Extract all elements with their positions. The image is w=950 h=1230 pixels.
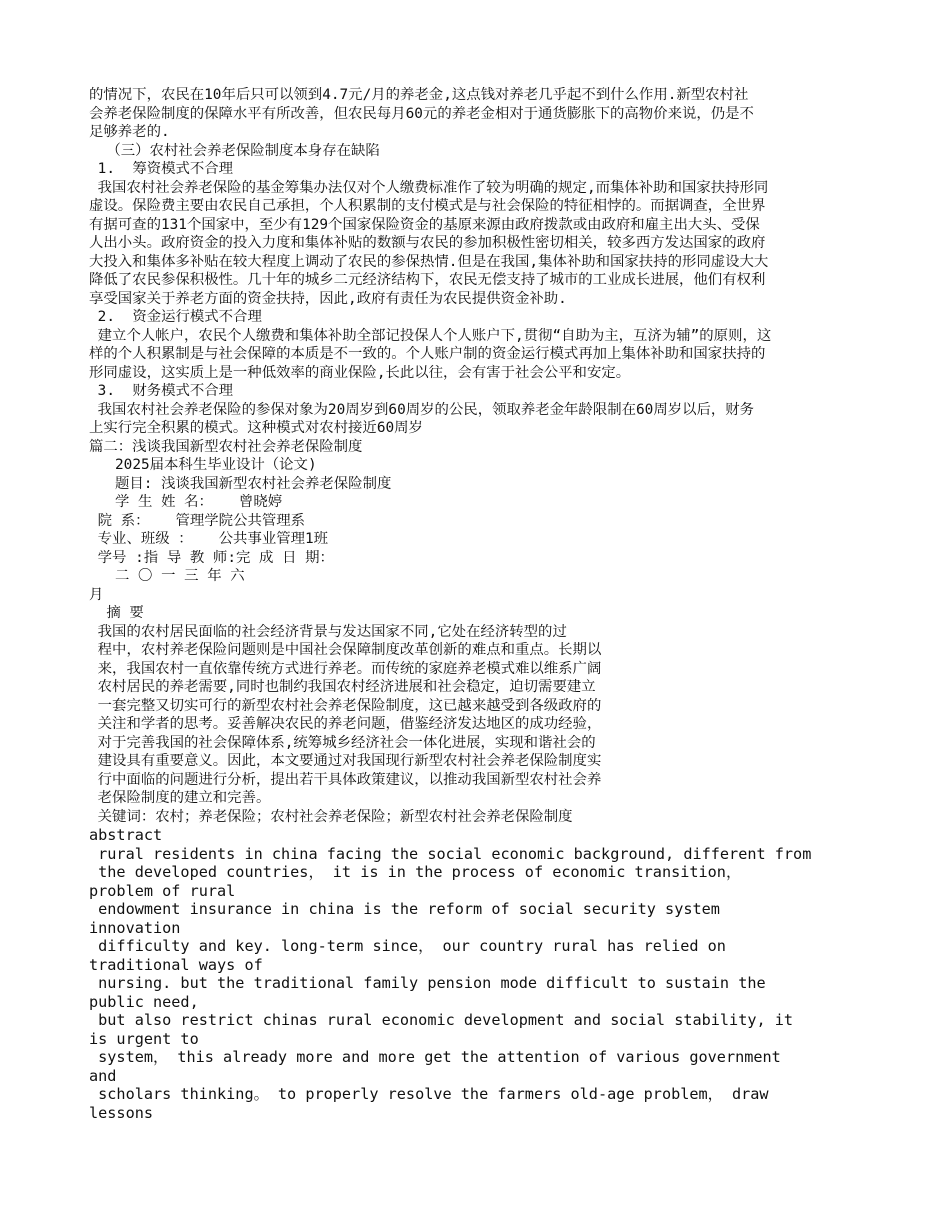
abstract-line: public need, [89,992,199,1011]
text-line: （三）农村社会养老保险制度本身存在缺陷 [89,142,380,159]
text-line: 老保险制度的建立和完善。 [89,790,271,806]
text-line: 行中面临的问题进行分析，提出若干具体政策建议，以推动我国新型农村社会养 [89,771,602,788]
text-line: 1. 筹资模式不合理 [89,161,234,177]
text-line: 的情况下，农民在10年后只可以领到4.7元/月的养老金,这点钱对养老几乎起不到什么作用.新型农村社 [89,87,749,103]
text-line: 大投入和集体多补贴在较大程度上调动了农民的参保热情.但是在我国,集体补助和国家扶持的形同虚设大大 [89,253,769,270]
text-line: 程中，农村养老保险问题则是中国社会保障制度改革创新的难点和重点。长期以 [89,642,602,658]
text-line: 人出小头。政府资金的投入力度和集体补贴的数额与农民的参加积极性密切相关，较多西方发达国家的政府 [89,235,766,251]
text-line: 虚设。保险费主要由农民自己承担，个人积累制的支付模式是与社会保险的特征相悖的。而据调查，全世界 [89,198,766,214]
text-line: 学 生 姓 名： 曾晓婷 [89,494,283,510]
abstract-line: scholars thinking。 to properly resolve the farmers old-age problem， draw [89,1085,769,1103]
text-line: 院 系： 管理学院公共管理系 [89,512,306,529]
text-line: 摘 要 [89,605,144,621]
text-line: 建立个人帐户，农民个人缴费和集体补助全部记投保人个人账户下,贯彻“自助为主，互济为辅”的原则，这 [89,327,772,344]
text-line: 对于完善我国的社会保障体系,统筹城乡经济社会一体化进展，实现和谐社会的 [89,734,596,751]
abstract-line: traditional ways of [89,955,263,974]
text-line: 我国的农村居民面临的社会经济背景与发达国家不同,它处在经济转型的过 [89,623,567,640]
english-abstract-block [89,826,864,1122]
text-line: 月 [89,586,104,603]
abstract-line: but also restrict chinas rural economic development and social stability, it [89,1011,794,1029]
abstract-line: the developed countries， it is in the process of economic transition， [89,863,742,881]
abstract-line: and [89,1066,117,1085]
abstract-line: difficulty and key. long-term since， our country rural has relied on [89,937,726,955]
text-line: 关注和学者的思考。妥善解决农民的养老问题，借鉴经济发达地区的成功经验， [89,716,602,732]
text-line: 形同虚设，这实质上是一种低效率的商业保险,长此以往，会有害于社会公平和安定。 [89,364,631,381]
text-line: 我国农村社会养老保险的基金筹集办法仅对个人缴费标准作了较为明确的规定,而集体补助和国家扶持形同 [89,179,769,196]
text-line: 享受国家关于养老方面的资金扶持，因此,政府有责任为农民提供资金补助. [89,290,567,307]
text-line: 2. 资金运行模式不合理 [89,309,262,325]
abstract-line: nursing. but the traditional family pension mode difficult to sustain the [89,974,766,992]
text-line: 学号 :指 导 教 师:完 成 日 期： [89,549,334,566]
abstract-line: system， this already more and more get the attention of various government [89,1048,781,1066]
text-line: 篇二：浅谈我国新型农村社会养老保险制度 [89,438,363,455]
text-line: 足够养老的. [89,124,170,140]
abstract-line: lessons [89,1103,154,1122]
chinese-text-block [89,86,864,826]
text-line: 3. 财务模式不合理 [89,383,234,399]
abstract-line: problem of rural [89,881,236,900]
document-page [89,86,864,1122]
text-line: 我国农村社会养老保险的参保对象为20周岁到60周岁的公民，领取养老金年龄限制在60周岁以后，财务 [89,401,755,418]
text-line: 一套完整又切实可行的新型农村社会养老保险制度，这已越来越受到各级政府的 [89,697,602,714]
text-line: 题目: 浅谈我国新型农村社会养老保险制度 [89,475,392,492]
abstract-line: rural residents in china facing the social economic background, different from [89,844,812,863]
abstract-line: is urgent to [89,1029,199,1048]
text-line: 降低了农民参保积极性。几十年的城乡二元经济结构下，农民无偿支持了城市的工业成长进展，他们有权利 [89,272,766,288]
text-line: 建设具有重要意义。因此，本文要通过对我国现行新型农村社会养老保险制度实 [89,753,602,769]
text-line: 会养老保险制度的保障水平有所改善，但农民每月60元的养老金相对于通货膨胀下的高物价来说，仍是不 [89,105,754,122]
text-line: 关键词：农村；养老保险；农村社会养老保险；新型农村社会养老保险制度 [89,808,573,825]
abstract-line: innovation [89,918,181,937]
text-line: 农村居民的养老需要,同时也制约我国农村经济进展和社会稳定，迫切需要建立 [89,679,596,695]
text-line: 上实行完全积累的模式。这种模式对农村接近60周岁 [89,420,423,436]
text-line: 2025届本科生毕业设计（论文) [89,457,317,473]
text-line: 二 〇 一 三 年 六 [89,568,245,584]
text-line: 有据可查的131个国家中，至少有129个国家保险资金的基原来源由政府拨款或由政府和雇主出大头、受保 [89,216,760,233]
text-line: 来，我国农村一直依靠传统方式进行养老。而传统的家庭养老模式难以维系广阔 [89,660,602,677]
abstract-line: endowment insurance in china is the reform of social security system [89,900,720,918]
abstract-heading: abstract [89,826,163,844]
text-line: 样的个人积累制是与社会保障的本质是不一致的。个人账户制的资金运行模式再加上集体补助和国家扶持的 [89,346,766,362]
text-line: 专业、班级 ： 公共事业管理1班 [89,531,329,547]
